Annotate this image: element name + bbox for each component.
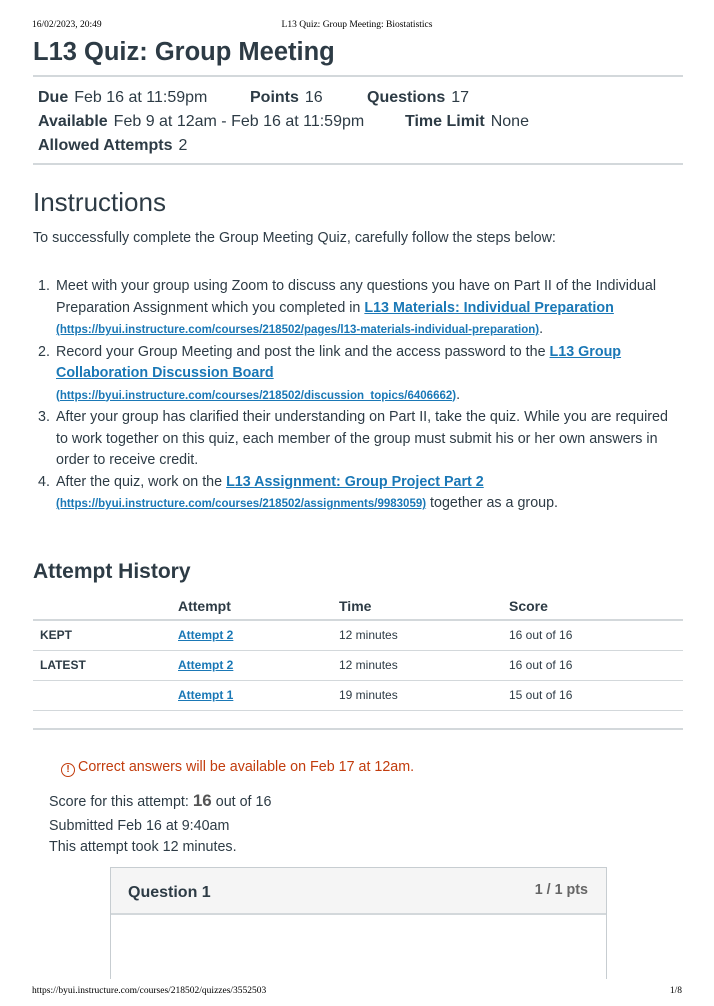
step-after: together as a group. — [430, 495, 559, 511]
score-prefix: Score for this attempt: — [49, 794, 189, 810]
notice-text: Correct answers will be available on Feb 17 at 12am. — [78, 759, 415, 775]
points-label: Points — [250, 89, 299, 106]
group-project-url[interactable]: (https://byui.instructure.com/courses/218502/assignments/9983059) — [56, 498, 427, 510]
step-number: 1. — [38, 278, 50, 294]
table-row — [33, 650, 683, 680]
correct-answers-notice — [61, 759, 414, 777]
step-1 — [38, 276, 678, 342]
step-2 — [38, 342, 678, 408]
discussion-board-url[interactable]: (https://byui.instructure.com/courses/218502/discussion_topics/6406662) — [56, 389, 457, 402]
step-text: Record your Group Meeting and post the link and the access password to the — [56, 343, 546, 360]
instructions-heading: Instructions — [33, 187, 166, 217]
attempt-score: 16 out of 16 — [509, 620, 683, 650]
due-label: Due — [38, 89, 69, 106]
details-row-3 — [38, 137, 678, 161]
print-footer — [32, 986, 682, 1000]
exclamation-circle-icon: ! — [61, 763, 75, 777]
attempt-tag: LATEST — [33, 650, 178, 680]
available-field — [38, 113, 364, 131]
column-header-score: Score — [509, 593, 683, 620]
instruction-steps — [38, 276, 678, 516]
time-limit-value: None — [490, 113, 529, 130]
attempt-tag: KEPT — [33, 620, 178, 650]
step-3 — [38, 407, 678, 472]
duration-text: This attempt took 12 minutes. — [49, 839, 237, 855]
attempt-link[interactable]: Attempt 1 — [178, 688, 234, 702]
submitted-text: Submitted Feb 16 at 9:40am — [49, 818, 230, 834]
attempt-time: 19 minutes — [339, 680, 509, 710]
step-number: 4. — [38, 473, 50, 490]
attempt-time: 12 minutes — [339, 650, 509, 680]
step-text: After the quiz, work on the — [56, 473, 223, 490]
attempts-label: Allowed Attempts — [38, 137, 173, 154]
question-points: 1 / 1 pts — [534, 882, 588, 898]
available-label: Available — [38, 113, 108, 130]
step-text: Meet with your group using Zoom to discuss any questions you have on Part II of the Individual Preparation Assignment which you completed in — [56, 278, 657, 316]
page-title: L13 Quiz: Group Meeting — [33, 38, 335, 66]
attempts-value: 2 — [178, 137, 188, 154]
score-suffix: out of 16 — [215, 794, 272, 810]
step-4 — [38, 472, 678, 516]
points-value: 16 — [304, 89, 323, 106]
print-header — [32, 20, 682, 34]
details-row-2 — [38, 113, 678, 137]
question-title: Question 1 — [128, 884, 211, 901]
questions-field — [367, 89, 469, 107]
print-page-number: 1/8 — [669, 986, 682, 996]
attempt-link[interactable]: Attempt 2 — [178, 658, 234, 672]
points-field — [250, 89, 323, 107]
table-row — [33, 680, 683, 710]
group-project-link[interactable]: L13 Assignment: Group Project Part 2 — [226, 473, 484, 490]
attempt-history-heading: Attempt History — [33, 560, 191, 583]
details-row-1 — [38, 89, 678, 113]
individual-preparation-link[interactable]: L13 Materials: Individual Preparation — [364, 299, 614, 316]
details-divider — [33, 163, 683, 165]
score-line — [49, 791, 271, 811]
questions-value: 17 — [451, 89, 470, 106]
attempt-time: 12 minutes — [339, 620, 509, 650]
available-value: Feb 9 at 12am - Feb 16 at 11:59pm — [113, 113, 365, 130]
step-number: 3. — [38, 409, 50, 425]
table-row — [33, 620, 683, 650]
table-spacer-row — [33, 710, 683, 729]
due-field — [38, 89, 207, 107]
title-divider — [33, 75, 683, 77]
question-card — [110, 867, 607, 979]
step-after: . — [456, 386, 461, 403]
instructions-intro: To successfully complete the Group Meeting Quiz, carefully follow the steps below: — [33, 230, 556, 246]
step-after: . — [539, 321, 544, 337]
table-header-row — [33, 593, 683, 620]
score-value: 16 — [192, 791, 212, 810]
step-text: After your group has clarified their understanding on Part II, take the quiz. While you are required to work together on this quiz, each member of the group must submit his or her own answers in order to receive credit. — [56, 409, 668, 468]
history-divider — [33, 728, 683, 729]
column-header-time: Time — [339, 593, 509, 620]
attempt-score: 16 out of 16 — [509, 650, 683, 680]
discussion-board-link[interactable]: L13 Group Collaboration Discussion Board — [56, 343, 622, 381]
column-header-attempt: Attempt — [178, 593, 339, 620]
quiz-details — [38, 89, 678, 161]
print-date: 16/02/2023, 20:49 — [32, 20, 102, 30]
print-url: https://byui.instructure.com/courses/218502/quizzes/3552503 — [32, 986, 267, 996]
questions-label: Questions — [367, 89, 446, 106]
attempt-tag — [33, 680, 178, 710]
step-number: 2. — [38, 343, 50, 360]
time-limit-label: Time Limit — [405, 113, 485, 130]
question-header — [111, 868, 606, 915]
attempt-link[interactable]: Attempt 2 — [178, 628, 234, 643]
time-limit-field — [405, 113, 529, 131]
attempts-field — [38, 137, 187, 155]
attempt-score: 15 out of 16 — [509, 680, 683, 710]
due-value: Feb 16 at 11:59pm — [74, 89, 208, 106]
print-title: L13 Quiz: Group Meeting: Biostatistics — [281, 20, 433, 30]
column-header — [33, 593, 178, 620]
attempt-history-table — [33, 593, 683, 730]
individual-preparation-url[interactable]: (https://byui.instructure.com/courses/218502/pages/l13-materials-individual-preparation) — [56, 324, 540, 336]
